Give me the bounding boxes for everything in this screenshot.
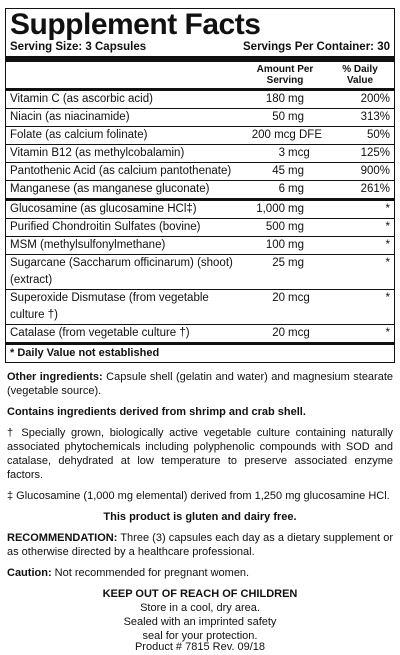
amount-unit: mg xyxy=(288,183,304,195)
ingredient-name: Niacin (as niacinamide) xyxy=(10,111,130,123)
panel-title: Supplement Facts xyxy=(10,8,261,41)
table-row xyxy=(6,91,394,109)
label-text xyxy=(5,370,395,643)
supplement-facts-panel xyxy=(5,8,395,363)
ingredient-name: Purified Chondroitin Sulfates (bovine) xyxy=(10,221,201,233)
ingredient-amount xyxy=(240,255,330,289)
table-row xyxy=(6,127,394,145)
ingredient-amount xyxy=(240,325,330,342)
col-amount-header: Amount Per Serving xyxy=(256,64,314,86)
other-ingredients-para xyxy=(7,370,393,398)
column-headers xyxy=(6,62,394,91)
storage-line-1: Store in a cool, dry area. xyxy=(140,602,260,614)
nutrient-rows xyxy=(6,91,394,201)
ingredient-name: Catalase (from vegetable culture †) xyxy=(10,327,190,339)
ingredient-amount xyxy=(240,91,330,108)
recommendation-para xyxy=(7,531,393,559)
serving-size: Serving Size: 3 Capsules xyxy=(10,41,147,53)
ingredient-amount xyxy=(240,201,330,218)
storage-line-2: Sealed with an imprinted safety xyxy=(123,616,277,628)
other-ingredients-text: Capsule shell (gelatin and water) and magnesium stearate (vegetable source). xyxy=(7,371,394,397)
other-ingredient-rows xyxy=(6,201,394,345)
ingredient-name: Glucosamine (as glucosamine HCl‡) xyxy=(10,203,197,215)
daily-value: 50% xyxy=(366,129,390,141)
daily-value: 261% xyxy=(360,183,390,195)
amount-unit: mcg xyxy=(288,292,310,304)
daily-value: * xyxy=(385,327,390,339)
amount-value: 20 xyxy=(272,327,285,339)
ingredient-name: Pantothenic Acid (as calcium pantothenate) xyxy=(10,165,232,177)
table-row xyxy=(6,163,394,181)
ingredient-name: Vitamin C (as ascorbic acid) xyxy=(10,93,153,105)
ingredient-name: Vitamin B12 (as methylcobalamin) xyxy=(10,147,185,159)
amount-unit: mg xyxy=(288,221,304,233)
servings-per-container: Servings Per Container: 30 xyxy=(243,41,390,53)
amount-value: 100 xyxy=(265,239,285,251)
ingredient-amount xyxy=(240,109,330,126)
daily-value: 900% xyxy=(360,165,390,177)
amount-unit: mg xyxy=(288,93,304,105)
col-dv-header: % Daily Value xyxy=(342,64,378,86)
ingredient-name: MSM (methylsulfonylmethane) xyxy=(10,239,166,251)
label-page xyxy=(0,8,400,655)
table-row xyxy=(6,290,394,325)
caution-label: Caution: xyxy=(7,567,52,579)
daily-value: 125% xyxy=(360,147,390,159)
gluten-statement: This product is gluten and dairy free. xyxy=(103,511,297,523)
ingredient-name: Folate (as calcium folinate) xyxy=(10,129,148,141)
caution-para xyxy=(7,566,393,580)
amount-unit: mg xyxy=(288,203,304,215)
table-row xyxy=(6,255,394,290)
daily-value: * xyxy=(385,221,390,233)
table-row xyxy=(6,181,394,201)
recommendation-label: RECOMMENDATION: xyxy=(7,532,118,544)
amount-value: 50 xyxy=(272,111,285,123)
amount-value: 6 xyxy=(278,183,285,195)
amount-unit: mg xyxy=(288,257,304,269)
amount-value: 20 xyxy=(272,292,285,304)
storage-line-3: seal for your protection. xyxy=(142,630,258,642)
daily-value: * xyxy=(385,292,390,304)
double-dagger-note: ‡ Glucosamine (1,000 mg elemental) derived from 1,250 mg glucosamine HCl. xyxy=(7,490,390,502)
daily-value: * xyxy=(385,203,390,215)
amount-value: 3 xyxy=(278,147,285,159)
amount-unit: mcg xyxy=(288,327,310,339)
daily-value: * xyxy=(385,257,390,269)
table-row xyxy=(6,219,394,237)
keep-out-warning: KEEP OUT OF REACH OF CHILDREN xyxy=(102,588,298,600)
amount-unit: mg xyxy=(288,111,304,123)
daily-value: * xyxy=(385,239,390,251)
product-number: Product # 7815 Rev. 09/18 xyxy=(134,641,266,653)
amount-value: 200 mcg DFE xyxy=(251,129,322,141)
table-row xyxy=(6,237,394,255)
dv-footnote: * Daily Value not established xyxy=(10,347,160,359)
amount-value: 25 xyxy=(272,257,285,269)
ingredient-amount xyxy=(240,181,330,198)
caution-text: Not recommended for pregnant women. xyxy=(54,567,250,579)
table-row xyxy=(6,145,394,163)
allergen-statement: Contains ingredients derived from shrimp and crab shell. xyxy=(7,406,306,418)
table-row xyxy=(6,201,394,219)
other-ingredients-label: Other ingredients: xyxy=(7,371,103,383)
ingredient-name: Manganese (as manganese gluconate) xyxy=(10,183,210,195)
amount-value: 1,000 xyxy=(256,203,285,215)
ingredient-amount xyxy=(240,163,330,180)
table-row xyxy=(6,109,394,127)
daily-value: 200% xyxy=(360,93,390,105)
amount-value: 45 xyxy=(272,165,285,177)
dagger-note: † Specially grown, biologically active vegetable culture containing naturally associated phytochemicals including polyphenolic compounds with SOD and catalase, dehydrated at low temperature to preserve associated enzyme factors. xyxy=(7,427,393,481)
serving-info xyxy=(6,41,394,62)
ingredient-name: Sugarcane (Saccharum officinarum) (shoot) (extract) xyxy=(10,257,233,286)
amount-unit: mg xyxy=(288,239,304,251)
ingredient-amount xyxy=(240,290,330,324)
ingredient-amount xyxy=(240,145,330,162)
table-row xyxy=(6,325,394,345)
ingredient-name: Superoxide Dismutase (from vegetable culture †) xyxy=(10,292,209,321)
amount-value: 180 xyxy=(265,93,285,105)
amount-unit: mg xyxy=(288,165,304,177)
recommendation-text: Three (3) capsules each day as a dietary supplement or as otherwise directed by a healthcare professional. xyxy=(7,532,393,558)
ingredient-amount xyxy=(240,127,330,144)
col-name-header xyxy=(10,64,240,86)
ingredient-amount xyxy=(240,219,330,236)
ingredient-amount xyxy=(240,237,330,254)
amount-value: 500 xyxy=(265,221,285,233)
daily-value: 313% xyxy=(360,111,390,123)
amount-unit: mcg xyxy=(288,147,310,159)
